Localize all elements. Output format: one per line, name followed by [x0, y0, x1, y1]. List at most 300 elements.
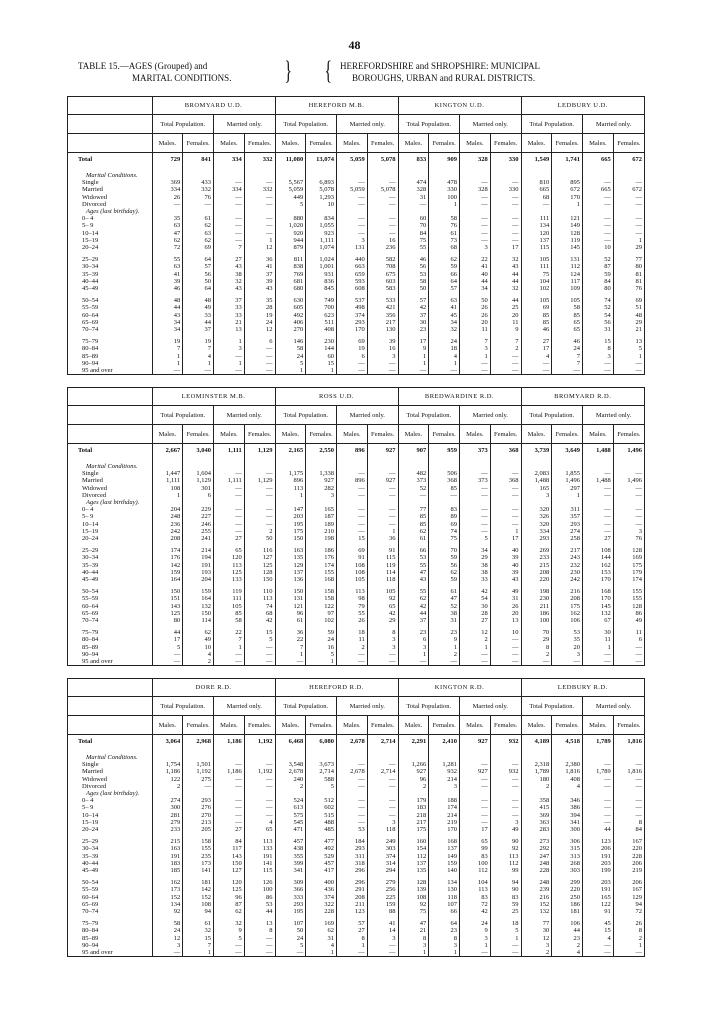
row-label: 50–54 — [68, 297, 152, 304]
data-cell: — — [429, 492, 460, 499]
data-cell: 672 — [632, 186, 642, 194]
data-cell: 27 — [583, 535, 614, 542]
data-cell: 121 — [275, 603, 306, 610]
data-cell: 119 — [214, 588, 245, 595]
data-cell: 125 — [214, 886, 245, 893]
data-cell: 63 — [152, 222, 183, 229]
table-row — [68, 499, 644, 506]
row-label: Single — [68, 179, 152, 186]
data-cell: — — [583, 812, 614, 819]
married-only-header: Married only. — [460, 406, 522, 425]
data-cell: 270 — [183, 812, 214, 819]
data-cell: — — [635, 215, 642, 223]
data-cell: 168 — [306, 576, 337, 583]
data-cell: 16 — [367, 345, 398, 352]
data-cell: 8 — [244, 927, 275, 934]
data-cell: 42 — [398, 304, 429, 311]
table-row — [68, 942, 644, 949]
data-cell: 7 — [183, 942, 214, 949]
data-cell: 1 — [275, 492, 306, 499]
data-cell: 3 — [367, 636, 398, 643]
data-cell: — — [367, 194, 398, 201]
data-cell: 208 — [152, 535, 183, 542]
total-population-header: Total Population. — [521, 697, 583, 716]
data-cell: 155 — [632, 588, 642, 596]
data-cell: — — [460, 230, 491, 237]
data-cell: 4 — [583, 935, 614, 942]
data-cell: — — [244, 492, 275, 499]
table-title-line2: MARITAL CONDITIONS. — [132, 73, 232, 83]
data-cell: 194 — [183, 554, 214, 561]
data-cell: 62 — [306, 927, 337, 934]
data-cell: 293 — [183, 797, 214, 804]
data-cell: 83 — [490, 894, 521, 901]
data-cell: 217 — [367, 319, 398, 326]
data-cell: 1 — [460, 644, 491, 651]
data-cell: 492 — [306, 845, 337, 852]
row-label: Married — [68, 186, 152, 193]
table-row — [68, 353, 644, 360]
data-cell: 112 — [460, 867, 491, 874]
data-cell: — — [214, 783, 245, 790]
data-cell: 3 — [429, 783, 460, 790]
data-cell: 94 — [635, 900, 642, 908]
data-cell: 206 — [583, 845, 614, 852]
data-cell: — — [460, 492, 491, 499]
data-cell: 84 — [635, 826, 642, 834]
row-label: 65–69 — [68, 319, 152, 326]
data-cell: 116 — [244, 547, 275, 554]
data-cell: 33 — [214, 304, 245, 311]
data-cell: 322 — [306, 901, 337, 908]
data-cell: 99 — [490, 867, 521, 874]
data-cell: 242 — [552, 576, 583, 583]
empty-cell — [521, 499, 552, 506]
row-label: 70–74 — [68, 908, 152, 915]
data-cell: 63 — [183, 230, 214, 237]
data-cell: 2,318 — [521, 761, 552, 768]
data-cell: 269 — [521, 547, 552, 554]
data-cell: 303 — [552, 867, 583, 874]
data-cell: 1,741 — [552, 153, 583, 168]
data-cell: — — [490, 636, 521, 643]
table-row — [68, 547, 644, 554]
data-cell: 41 — [244, 263, 275, 270]
table-row — [68, 312, 644, 319]
data-cell: 84 — [583, 278, 614, 285]
data-cell: 529 — [306, 853, 337, 860]
header-corner — [68, 679, 152, 697]
data-cell: 11 — [460, 326, 491, 333]
data-cell: 45 — [429, 312, 460, 319]
males-header: Males. — [275, 425, 306, 444]
data-cell: — — [635, 804, 642, 812]
data-cell: 927 — [398, 768, 429, 775]
data-cell: 174 — [152, 547, 183, 554]
data-cell: — — [460, 761, 491, 768]
data-cell: 91 — [367, 547, 398, 554]
data-cell: 249 — [367, 838, 398, 845]
data-cell: 4 — [183, 651, 214, 658]
data-cell: 179 — [398, 797, 429, 804]
data-cell: 1,186 — [214, 735, 245, 750]
data-cell: 43 — [152, 312, 183, 319]
header-corner — [68, 697, 152, 716]
data-cell: 373 — [398, 477, 429, 484]
data-cell: 79 — [337, 603, 368, 610]
data-cell: 328 — [460, 153, 491, 168]
data-cell: 70 — [429, 547, 460, 554]
data-cell: 87 — [214, 901, 245, 908]
data-cell: — — [583, 776, 614, 783]
data-cell: — — [337, 812, 368, 819]
empty-cell — [152, 463, 183, 470]
header-corner — [68, 115, 152, 134]
data-cell: 155 — [632, 595, 642, 603]
data-cell: 83 — [460, 853, 491, 860]
data-cell: 1,111 — [214, 477, 245, 484]
data-cell: 115 — [244, 867, 275, 874]
district-header: BROMYARD R.D. — [521, 388, 644, 406]
data-cell: 159 — [429, 860, 460, 867]
data-cell: 32 — [183, 927, 214, 934]
data-cell: — — [214, 513, 245, 520]
table-row — [68, 535, 644, 542]
data-cell: 11 — [490, 319, 521, 326]
data-cell: 84 — [398, 230, 429, 237]
data-cell: 1,816 — [627, 738, 642, 745]
data-cell: — — [635, 367, 642, 375]
table-row — [68, 651, 644, 658]
data-cell: 334 — [521, 528, 552, 535]
data-cell: 58 — [152, 920, 183, 927]
males-header: Males. — [214, 716, 245, 735]
data-cell: 134 — [152, 901, 183, 908]
data-cell: 17 — [490, 535, 521, 542]
data-cell: 320 — [521, 521, 552, 528]
data-cell: — — [244, 513, 275, 520]
empty-cell — [337, 463, 368, 470]
data-cell: — — [635, 520, 642, 528]
males-header: Males. — [152, 425, 183, 444]
data-cell: 313 — [552, 853, 583, 860]
data-cell: 279 — [152, 819, 183, 826]
data-cell: 44 — [583, 826, 614, 833]
data-cell: 215 — [152, 838, 183, 845]
data-cell: 3 — [367, 644, 398, 651]
data-cell: — — [635, 200, 642, 208]
data-cell: — — [635, 513, 642, 521]
data-cell: — — [337, 194, 368, 201]
data-cell: 879 — [275, 244, 306, 251]
empty-cell — [337, 754, 368, 761]
table-row — [68, 172, 644, 179]
data-cell: — — [244, 935, 275, 942]
data-cell: 158 — [183, 838, 214, 845]
data-cell: 394 — [552, 812, 583, 819]
data-cell: 43 — [244, 285, 275, 292]
data-cell: — — [490, 470, 521, 477]
data-cell: 7 — [214, 636, 245, 643]
data-cell: — — [635, 811, 642, 819]
data-cell: 1,816 — [552, 768, 583, 775]
district-header: LEDBURY R.D. — [521, 679, 644, 697]
data-cell: 39 — [244, 278, 275, 285]
data-cell: 18 — [429, 345, 460, 352]
data-cell: 58 — [429, 215, 460, 222]
data-cell: 1 — [398, 353, 429, 360]
data-cell: 105 — [337, 576, 368, 583]
empty-cell — [183, 499, 214, 506]
data-cell: 32 — [490, 256, 521, 263]
empty-cell — [244, 208, 275, 215]
data-cell: 15 — [306, 360, 337, 367]
data-cell: 218 — [398, 812, 429, 819]
data-cell: 838 — [275, 263, 306, 270]
data-cell: 23 — [429, 629, 460, 636]
table-row — [68, 797, 644, 804]
data-cell: 1,129 — [244, 477, 275, 484]
data-cell: 184 — [337, 838, 368, 845]
empty-cell — [613, 499, 644, 506]
data-cell: 52 — [583, 256, 614, 263]
data-cell: 41 — [429, 304, 460, 311]
row-label: 80–84 — [68, 927, 152, 934]
data-cell: — — [490, 783, 521, 790]
table-row — [68, 360, 644, 367]
data-cell: 36 — [275, 629, 306, 636]
males-header: Males. — [152, 716, 183, 735]
data-cell: 129 — [632, 893, 642, 901]
data-cell: 268 — [552, 860, 583, 867]
data-cell: — — [460, 812, 491, 819]
data-cell: 3 — [521, 492, 552, 499]
data-cell: 49 — [490, 588, 521, 595]
data-cell: — — [183, 367, 214, 374]
data-cell: 330 — [429, 186, 460, 193]
data-cell: 50 — [398, 285, 429, 292]
district-header: KINGTON R.D. — [398, 679, 521, 697]
data-cell: 11 — [337, 636, 368, 643]
data-cell: 511 — [306, 319, 337, 326]
females-header: Females. — [306, 425, 337, 444]
data-cell: 24 — [152, 927, 183, 934]
females-header: Females. — [490, 716, 521, 735]
data-cell: 27 — [337, 927, 368, 934]
data-cell: 54 — [583, 312, 614, 319]
data-cell: 42 — [367, 610, 398, 617]
data-cell: 185 — [152, 867, 183, 874]
data-cell: 186 — [552, 901, 583, 908]
data-cell: 44 — [183, 319, 214, 326]
district-header: LEDBURY U.D. — [521, 97, 644, 115]
data-cell: — — [244, 367, 275, 374]
data-cell: 3 — [306, 492, 337, 499]
empty-cell — [275, 790, 306, 797]
married-only-header: Married only. — [460, 115, 522, 134]
data-cell: — — [337, 776, 368, 783]
data-cell: 66 — [398, 547, 429, 554]
data-cell: 7 — [552, 360, 583, 367]
data-cell: 415 — [521, 804, 552, 811]
data-cell: — — [214, 353, 245, 360]
data-cell: 12 — [152, 935, 183, 942]
data-cell: — — [635, 775, 642, 783]
data-cell: 58 — [275, 345, 306, 352]
data-cell: 5 — [275, 942, 306, 949]
data-cell: 320 — [521, 506, 552, 513]
data-cell: 230 — [552, 569, 583, 576]
data-cell: 23 — [398, 326, 429, 333]
data-cell: — — [244, 804, 275, 811]
data-cell: 1 — [244, 237, 275, 244]
data-cell: 341 — [552, 819, 583, 826]
data-cell: 293 — [337, 319, 368, 326]
data-cell: 105 — [214, 603, 245, 610]
data-cell: 366 — [275, 886, 306, 893]
population-table — [68, 97, 644, 374]
left-brace-icon: { — [324, 56, 332, 85]
data-cell: — — [429, 367, 460, 374]
data-cell: 58 — [552, 304, 583, 311]
data-cell: 356 — [367, 312, 398, 319]
data-cell: 120 — [521, 230, 552, 237]
table-row — [68, 477, 644, 484]
data-cell: — — [214, 492, 245, 499]
data-cell: 68 — [244, 610, 275, 617]
data-cell: 17 — [490, 244, 521, 251]
region-title-line2: BOROUGHS, URBAN and RURAL DISTRICTS. — [352, 73, 536, 83]
data-cell: — — [583, 819, 614, 826]
data-cell: — — [583, 521, 614, 528]
data-cell: — — [244, 651, 275, 658]
row-label: 0– 4 — [68, 506, 152, 513]
empty-cell — [244, 499, 275, 506]
table-row — [68, 194, 644, 201]
data-cell: 59 — [306, 629, 337, 636]
row-label: 55–59 — [68, 304, 152, 311]
data-cell: 406 — [275, 319, 306, 326]
empty-cell — [337, 208, 368, 215]
total-population-header: Total Population. — [275, 406, 337, 425]
table-row — [68, 761, 644, 768]
data-cell: 69 — [337, 547, 368, 554]
data-cell: — — [367, 506, 398, 513]
males-header: Males. — [460, 134, 491, 153]
data-cell: 115 — [367, 554, 398, 561]
empty-cell — [244, 790, 275, 797]
data-cell: 105 — [367, 588, 398, 595]
data-cell: 62 — [398, 595, 429, 602]
empty-cell — [152, 172, 183, 179]
data-cell: 30 — [521, 927, 552, 934]
data-cell: 133 — [244, 845, 275, 852]
data-cell: 5,567 — [275, 179, 306, 186]
row-label: Ages (last birthday). — [68, 208, 152, 215]
data-cell: 13,074 — [306, 153, 337, 168]
data-cell: 77 — [521, 920, 552, 927]
data-cell: 132 — [583, 610, 614, 617]
data-cell: 24 — [306, 636, 337, 643]
data-cell: 52 — [583, 304, 614, 311]
data-cell: 836 — [306, 278, 337, 285]
data-cell: 4 — [552, 949, 583, 956]
data-cell: 675 — [367, 271, 398, 278]
data-cell: 440 — [337, 256, 368, 263]
data-cell: 74 — [429, 528, 460, 535]
empty-cell — [152, 754, 183, 761]
empty-cell — [552, 754, 583, 761]
table-row — [68, 271, 644, 278]
data-cell: 175 — [398, 826, 429, 833]
data-cell: 1,192 — [244, 735, 275, 750]
table-row — [68, 901, 644, 908]
data-cell: — — [460, 651, 491, 658]
empty-cell — [337, 499, 368, 506]
data-cell: 2 — [429, 651, 460, 658]
row-label: Ages (last birthday). — [68, 790, 152, 797]
data-cell: 1,789 — [583, 768, 614, 775]
data-cell: — — [583, 761, 614, 768]
data-cell: 314 — [367, 860, 398, 867]
row-label: Married — [68, 477, 152, 484]
table-row — [68, 326, 644, 333]
data-cell: — — [367, 215, 398, 222]
data-cell: 55 — [398, 562, 429, 569]
data-cell: 122 — [152, 776, 183, 783]
data-cell: 74 — [244, 603, 275, 610]
data-cell: 72 — [460, 901, 491, 908]
data-cell: 3 — [583, 353, 614, 360]
data-cell: 301 — [183, 485, 214, 492]
data-cell: 108 — [583, 547, 614, 554]
data-cell: — — [583, 179, 614, 186]
data-cell: — — [460, 804, 491, 811]
data-cell: 147 — [275, 506, 306, 513]
data-cell: 181 — [183, 879, 214, 886]
data-cell: 2 — [152, 783, 183, 790]
data-cell: — — [367, 783, 398, 790]
data-cell: 931 — [306, 271, 337, 278]
region-title-line1: HEREFORDSHIRE and SHROPSHIRE: MUNICIPAL — [340, 61, 540, 71]
row-label: 95 and over — [68, 949, 152, 956]
data-cell: 85 — [429, 485, 460, 492]
data-cell: 283 — [521, 826, 552, 833]
row-label: 45–49 — [68, 867, 152, 874]
data-cell: 533 — [367, 297, 398, 304]
data-cell: 672 — [552, 186, 583, 193]
table-row — [68, 819, 644, 826]
data-cell: 9 — [490, 326, 521, 333]
data-cell: — — [583, 367, 614, 374]
males-header: Males. — [337, 716, 368, 735]
data-cell: 146 — [275, 338, 306, 345]
table-row — [68, 853, 644, 860]
married-only-header: Married only. — [583, 406, 645, 425]
data-cell: — — [490, 797, 521, 804]
data-cell: 31 — [429, 617, 460, 624]
data-cell: 39 — [152, 278, 183, 285]
data-cell: 1 — [306, 367, 337, 374]
data-cell: 180 — [521, 776, 552, 783]
females-header: Females. — [429, 134, 460, 153]
data-cell: 59 — [583, 271, 614, 278]
data-cell: 112 — [398, 853, 429, 860]
data-cell: 145 — [552, 244, 583, 251]
data-cell: 229 — [183, 506, 214, 513]
data-cell: — — [367, 658, 398, 665]
data-cell: 247 — [521, 853, 552, 860]
